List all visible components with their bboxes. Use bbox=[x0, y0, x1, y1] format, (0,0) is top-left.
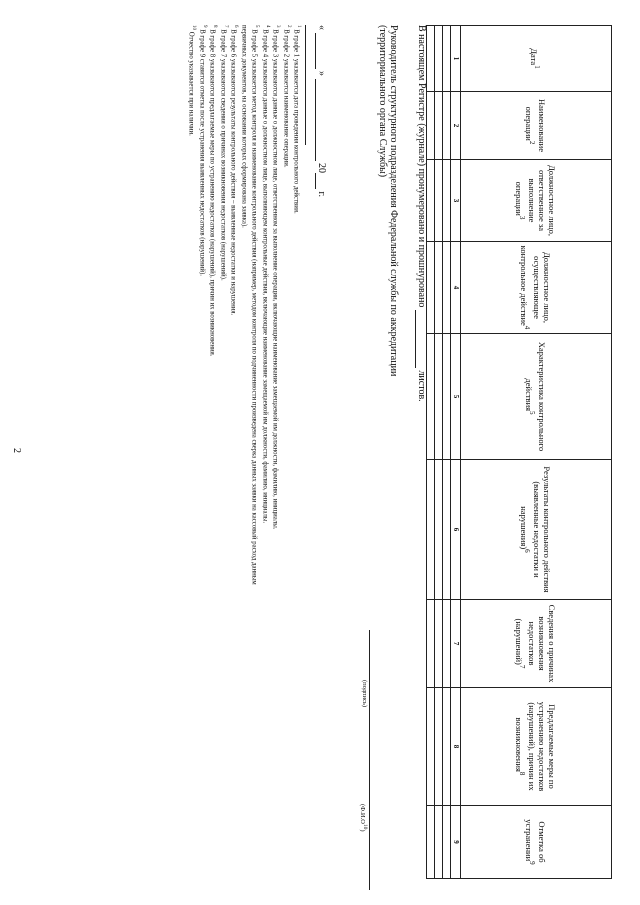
footnote: $^8$ В графе 8 указываются предлагаемые меры по устранению недостатков (нарушений), причин их возникновения. bbox=[208, 25, 218, 357]
table-cell bbox=[435, 160, 443, 242]
month-blank bbox=[315, 79, 327, 161]
table-cell bbox=[427, 92, 435, 160]
head-position-line-2: (территориального органа Службы) bbox=[377, 25, 388, 178]
header-cell: Должностное лицо, осуществляющее контрольное действие$^4$ bbox=[461, 242, 612, 334]
footnote: $^1$ В графе 1 указывается дата проведения контрольного действия. bbox=[292, 25, 301, 214]
table-cell bbox=[443, 242, 451, 334]
table-cell bbox=[443, 806, 451, 879]
table-cell bbox=[443, 26, 451, 92]
table-cell bbox=[427, 806, 435, 879]
header-cell: Должностное лицо, ответственное за выполнение операции$^3$ bbox=[461, 160, 612, 242]
header-cell: Наименование операции$^2$ bbox=[461, 92, 612, 160]
table-cell bbox=[435, 242, 443, 334]
table-header-row bbox=[461, 26, 612, 879]
header-cell: Предлагаемые меры по устранению недостатков (нарушений), причин их возникновения$^8$ bbox=[461, 688, 612, 806]
signature-label: (подпись) bbox=[361, 680, 368, 707]
footnote: $^6$ В графе 6 указываются результаты контрольного действия – выявленные недостатки и нарушения. bbox=[229, 25, 239, 316]
column-number: 5 bbox=[451, 334, 461, 460]
table-row bbox=[435, 26, 443, 879]
table-cell bbox=[435, 26, 443, 92]
column-number: 8 bbox=[451, 688, 461, 806]
table-cell bbox=[435, 688, 443, 806]
header-cell: Дата$^1$ bbox=[461, 26, 612, 92]
footnote: $^7$ В графе 7 указываются сведения о причинах возникновения недостатков (нарушений). bbox=[219, 25, 228, 281]
column-number: 3 bbox=[451, 160, 461, 242]
signature-line bbox=[369, 630, 370, 890]
table-cell bbox=[427, 688, 435, 806]
footnote: первичных документов, на основании которых сформирована заявка). bbox=[240, 25, 248, 228]
footnote: $^{10}$ Отчество указывается при наличии. bbox=[188, 25, 197, 136]
table-row bbox=[443, 26, 451, 879]
column-number: 4 bbox=[451, 242, 461, 334]
table-cell bbox=[443, 92, 451, 160]
day-blank bbox=[315, 33, 327, 69]
footnote: $^2$ В графе 2 указывается наименование операции. bbox=[282, 25, 291, 168]
control-journal-table bbox=[426, 25, 612, 879]
table-cell bbox=[427, 26, 435, 92]
table-cell bbox=[435, 92, 443, 160]
table-cell bbox=[435, 460, 443, 600]
column-number: 2 bbox=[451, 92, 461, 160]
footnote: $^9$ В графе 9 ставится отметка после устранения выявленных недостатков (нарушений). bbox=[198, 25, 207, 276]
table-cell bbox=[443, 160, 451, 242]
column-number: 9 bbox=[451, 806, 461, 879]
date-line: « » 20 г. bbox=[316, 25, 327, 197]
table-cell bbox=[427, 600, 435, 688]
column-number-row bbox=[451, 26, 461, 879]
header-cell: Результаты контрольного действия (выявленные недостатки и нарушения)$^6$ bbox=[461, 460, 612, 600]
table-cell bbox=[435, 806, 443, 879]
footnote: $^3$ В графе 3 указываются данные о должностном лице, ответственном за выполнение операции, включающие наименование замещаемой им должности, фамилию, инициалы. bbox=[271, 25, 281, 530]
table-cell bbox=[427, 460, 435, 600]
registry-sheet-count-line: В настоящем Регистре (журнале) пронумеровано и прошнуровано листов. bbox=[416, 25, 427, 402]
header-cell: Сведения о причинах возникновения недостатков (нарушений)$^7$ bbox=[461, 600, 612, 688]
footnote: $^4$ В графе 4 указываются данные о должностном лице, выполняющем контрольные действия, включающие наименование замещаемой им должности, фамилию, инициалы. bbox=[261, 25, 270, 524]
table-cell bbox=[427, 160, 435, 242]
fio-label: $(Ф.И.О^{10})$ bbox=[358, 804, 368, 832]
head-position-line-1: Руководитель структурного подразделения Федеральной службы по аккредитации bbox=[388, 25, 399, 377]
year-blank bbox=[315, 173, 327, 189]
header-cell: Характеристика контрольного действия$^5$ bbox=[461, 334, 612, 460]
footnote: $^5$ В графе 5 указывается метод контроля и наименование контрольного действия (например, методом контроля по подчиненности произведена сверка данных заявки на кассовый расход данным bbox=[250, 25, 260, 585]
table-cell bbox=[427, 242, 435, 334]
table-cell bbox=[435, 334, 443, 460]
column-number: 6 bbox=[451, 460, 461, 600]
table-cell bbox=[435, 600, 443, 688]
table-cell bbox=[443, 600, 451, 688]
column-number: 7 bbox=[451, 600, 461, 688]
table-cell bbox=[443, 688, 451, 806]
footnotes bbox=[187, 25, 302, 885]
footnote-separator bbox=[305, 25, 306, 145]
table-cell bbox=[443, 460, 451, 600]
header-cell: Отметка об устранении$^9$ bbox=[461, 806, 612, 879]
sheet-count-blank bbox=[415, 310, 427, 368]
page-number: 2 bbox=[11, 448, 22, 453]
table-cell bbox=[427, 334, 435, 460]
table-row bbox=[427, 26, 435, 879]
table-cell bbox=[443, 334, 451, 460]
column-number: 1 bbox=[451, 26, 461, 92]
